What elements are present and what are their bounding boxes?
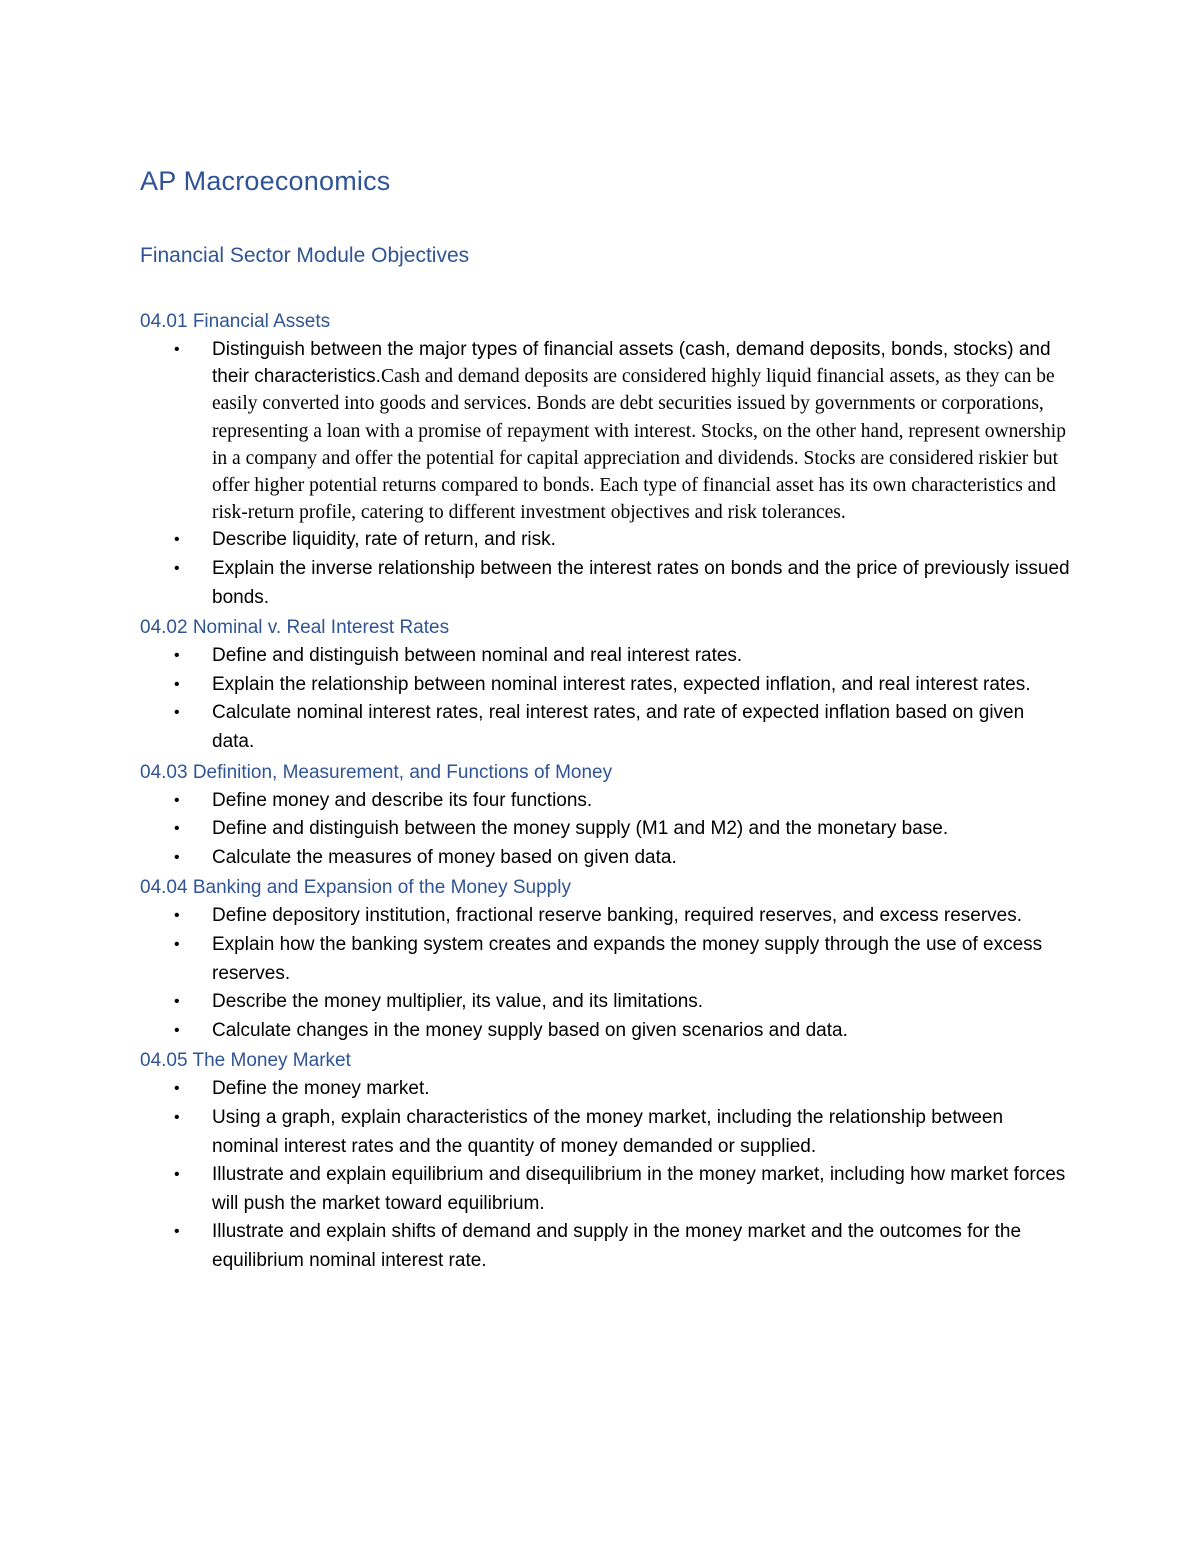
bullet-icon: •: [174, 704, 180, 722]
bullet-icon: •: [174, 1021, 180, 1039]
bullet-icon: •: [174, 560, 180, 578]
bullet-icon: •: [174, 791, 180, 809]
objective-text: Explain the relationship between nominal interest rates, expected inflation, and real interest rates.: [212, 673, 1031, 695]
objectives-list: [140, 902, 1070, 1045]
objective-item: [140, 699, 1070, 756]
objective-text: Calculate the measures of money based on given data.: [212, 846, 677, 868]
section-heading: [140, 614, 1070, 642]
section-number: 04.02: [140, 617, 188, 639]
objectives-list: [140, 336, 1070, 612]
bullet-icon: •: [174, 1166, 180, 1184]
objective-item: [140, 787, 1070, 816]
objective-item: [140, 931, 1070, 988]
objective-item: [140, 988, 1070, 1017]
objective-text: Describe liquidity, rate of return, and risk.: [212, 529, 556, 551]
objective-text: Illustrate and explain shifts of demand and supply in the money market and the outcomes for the equilibrium nominal interest rate.: [212, 1221, 1022, 1271]
section-heading: [140, 1047, 1070, 1075]
section-title: Banking and Expansion of the Money Supply: [192, 877, 571, 899]
objective-item: [140, 1161, 1070, 1218]
objective-text: Calculate nominal interest rates, real interest rates, and rate of expected inflation based on given data.: [212, 702, 1025, 752]
objective-item: [140, 671, 1070, 700]
bullet-icon: •: [174, 935, 180, 953]
section-heading: [140, 308, 1070, 336]
bullet-icon: •: [174, 531, 180, 549]
bullet-icon: •: [174, 341, 180, 358]
objective-text: Calculate changes in the money supply based on given scenarios and data.: [212, 1019, 848, 1041]
objective-explanation: Cash and demand deposits are considered highly liquid financial assets, as they can be easily converted into goods and services. Bonds are debt securities issued by governments or corporations, representing a loan with a promise of repayment with interest. Stocks, on the other hand, represent ownership in a company and offer the potential for capital appreciation and dividends. Stocks are considered riskier but offer higher potential returns compared to bonds. Each type of financial asset has its own characteristics and risk-return profile, catering to different investment objectives and risk tolerances.: [212, 366, 1066, 524]
objective-text: Distinguish between the major types of financial assets (cash, demand deposits, bonds, stocks) and their characteristics.: [212, 339, 1051, 388]
objective-item: [140, 555, 1070, 612]
objective-text: Explain the inverse relationship between the interest rates on bonds and the price of previously issued bonds.: [212, 558, 1070, 608]
objective-text: Define the money market.: [212, 1078, 430, 1100]
objective-text: Define money and describe its four functions.: [212, 789, 593, 811]
objective-text: Define and distinguish between nominal and real interest rates.: [212, 645, 743, 667]
section-title: Financial Assets: [192, 311, 331, 332]
bullet-icon: •: [174, 647, 180, 665]
objective-text: Define and distinguish between the money supply (M1 and M2) and the monetary base.: [212, 818, 949, 840]
bullet-icon: •: [174, 993, 180, 1011]
section-title: Nominal v. Real Interest Rates: [192, 617, 450, 639]
objectives-list: [140, 1075, 1070, 1275]
section-title: Definition, Measurement, and Functions of Money: [192, 761, 613, 783]
objective-text: Illustrate and explain equilibrium and disequilibrium in the money market, including how market forces will push the market toward equilibrium.: [212, 1164, 1066, 1214]
bullet-icon: •: [174, 907, 180, 925]
document-title: AP Macroeconomics: [140, 166, 391, 196]
bullet-icon: •: [174, 675, 180, 693]
objective-item: [140, 526, 1070, 555]
objective-text: Describe the money multiplier, its value, and its limitations.: [212, 991, 704, 1013]
bullet-icon: •: [174, 820, 180, 838]
objective-item: [140, 1104, 1070, 1161]
bullet-icon: •: [174, 848, 180, 866]
section-title: The Money Market: [192, 1050, 351, 1072]
objective-item: [140, 1017, 1070, 1046]
objective-item: [140, 1075, 1070, 1104]
section-heading: [140, 874, 1070, 902]
objective-item: [140, 815, 1070, 844]
objective-item: [140, 336, 1070, 526]
section-number: 04.03: [140, 761, 188, 783]
section-heading: [140, 759, 1070, 787]
bullet-icon: •: [174, 1223, 180, 1241]
section-number: 04.04: [140, 877, 188, 899]
objective-text: Define depository institution, fractional reserve banking, required reserves, and excess reserves.: [212, 905, 1023, 927]
objectives-list: [140, 642, 1070, 756]
section-number: 04.05: [140, 1050, 188, 1072]
objectives-list: [140, 787, 1070, 873]
section-number: 04.01: [140, 311, 188, 332]
objectives-sections: [140, 308, 1070, 1277]
document-subtitle: Financial Sector Module Objectives: [140, 244, 470, 267]
objective-item: [140, 844, 1070, 873]
objective-text: Using a graph, explain characteristics of the money market, including the relationship between nominal interest rates and the quantity of money demanded or supplied.: [212, 1106, 1004, 1157]
objective-item: [140, 902, 1070, 931]
bullet-icon: •: [174, 1108, 180, 1126]
objective-text: Explain how the banking system creates and expands the money supply through the use of excess reserves.: [212, 933, 1043, 984]
objective-item: [140, 1218, 1070, 1275]
bullet-icon: •: [174, 1080, 180, 1098]
objective-item: [140, 642, 1070, 671]
